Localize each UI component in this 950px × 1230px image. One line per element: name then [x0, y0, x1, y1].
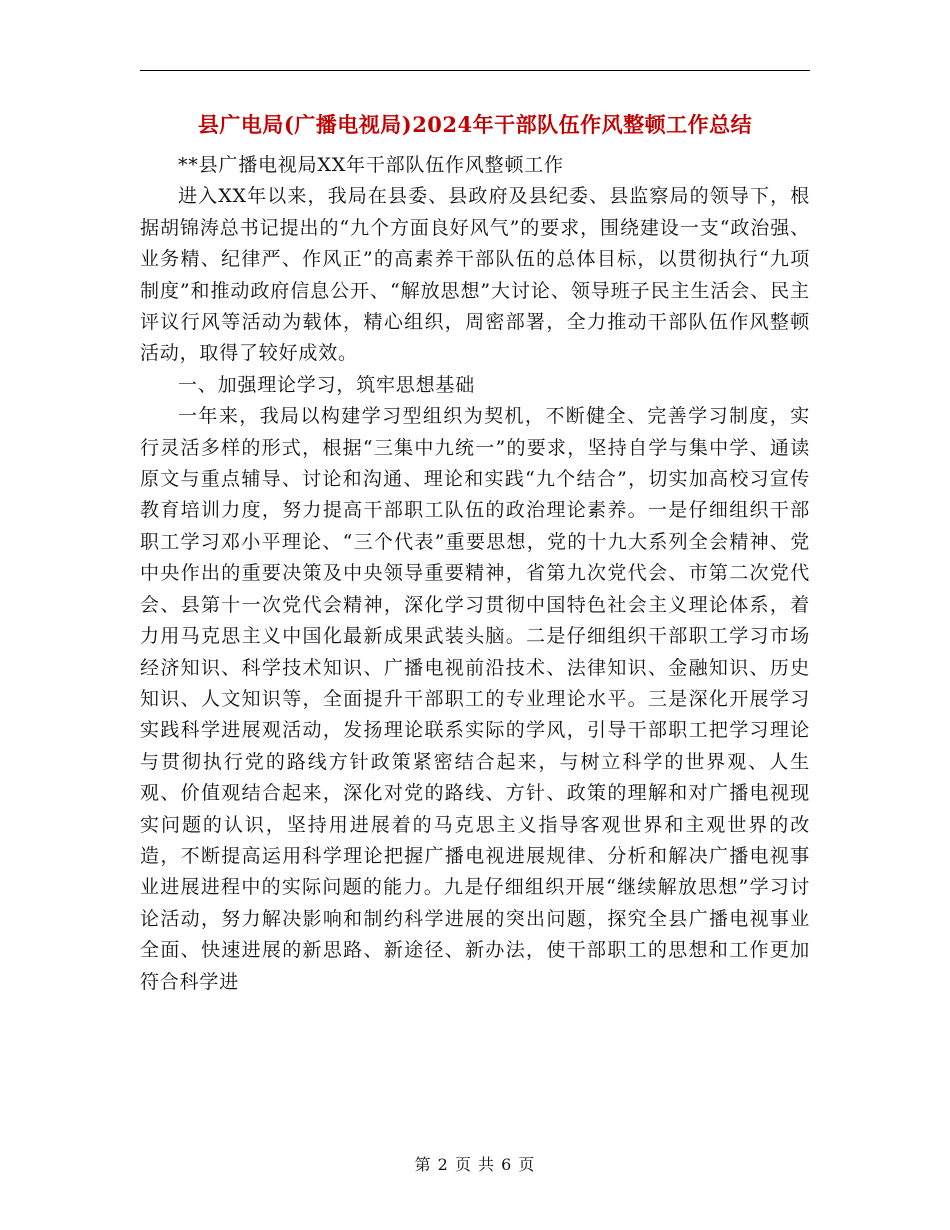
page-number: 第 2 页 共 6 页	[414, 1155, 536, 1174]
paragraph-section-one: 一年来，我局以构建学习型组织为契机，不断健全、完善学习制度，实行灵活多样的形式，根据“三集中九统一”的要求，坚持自学与集中学、通读原文与重点辅导、讨论和沟通、理论和实践“九个结合”，切实加高校习宣传教育培训力度，努力提高干部职工队伍的政治理论素养。一是仔细组织干部职工学习邓小平理论、“三个代表”重要思想，党的十九大系列全会精神、党中央作出的重要决策及中央领导重要精神，省第九次党代会、市第二次党代会、县第十一次党代会精神，深化学习贯彻中国特色社会主义理论体系，着力用马克思主义中国化最新成果武装头脑。二是仔细组织干部职工学习市场经济知识、科学技术知识、广播电视前沿技术、法律知识、金融知识、历史知识、人文知识等，全面提升干部职工的专业理论水平。三是深化开展学习实践科学进展观活动，发扬理论联系实际的学风，引导干部职工把学习理论与贯彻执行党的路线方针政策紧密结合起来，与树立科学的世界观、人生观、价值观结合起来，深化对党的路线、方针、政策的理解和对广播电视现实问题的认识，坚持用进展着的马克思主义指导客观世界和主观世界的改造，不断提高运用科学理论把握广播电视进展规律、分析和解决广播电视事业进展进程中的实际问题的能力。九是仔细组织开展“继续解放思想”学习讨论活动，努力解决影响和制约科学进展的突出问题，探究全县广播电视事业全面、快速进展的新思路、新途径、新办法，使干部职工的思想和工作更加符合科学进	[140, 405, 810, 993]
header-rule	[140, 70, 810, 71]
document-title: 县广电局(广播电视局)2024年干部队伍作风整顿工作总结	[197, 112, 753, 137]
section-heading: 一、加强理论学习，筑牢思想基础	[178, 373, 476, 396]
document-body	[140, 150, 810, 998]
paragraph-subtitle: **县广播电视局XX年干部队伍作风整顿工作	[178, 154, 564, 176]
paragraph-intro: 进入XX年以来，我局在县委、县政府及县纪委、县监察局的领导下，根据胡锦涛总书记提出的“九个方面良好风气”的要求，围绕建设一支“政治强、业务精、纪律严、作风正”的高素养干部队伍的总体目标，以贯彻执行“九项制度”和推动政府信息公开、“解放思想”大讨论、领导班子民主生活会、民主评议行风等活动为载体，精心组织，周密部署，全力推动干部队伍作风整顿活动，取得了较好成效。	[140, 185, 810, 365]
